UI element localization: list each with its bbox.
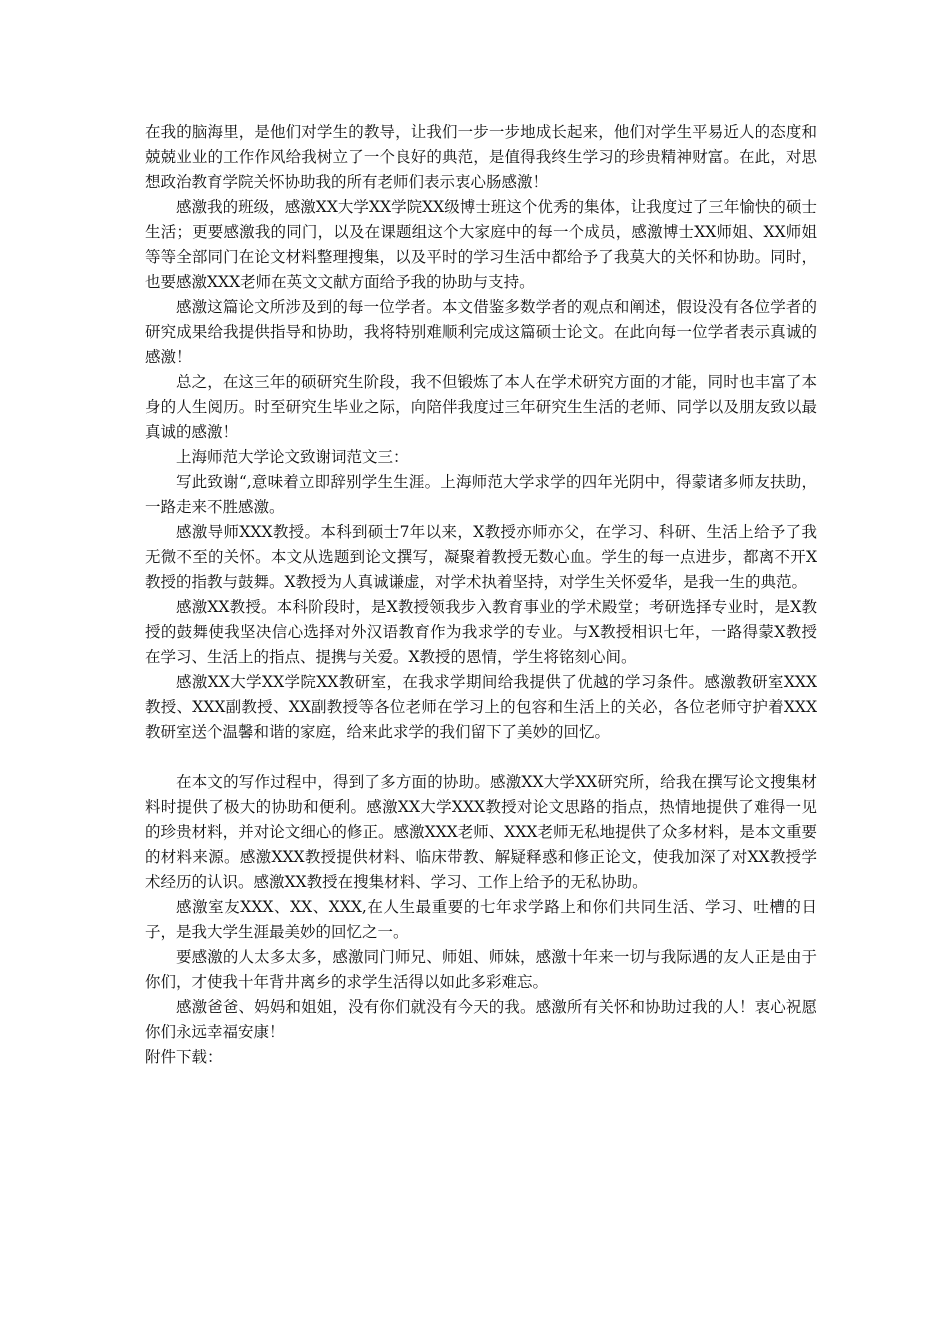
paragraph-intro: 写此致谢“,意味着立即辞别学生生涯。上海师范大学求学的四年光阴中，得蒙诸多师友扶助，一路走来不胜感激。 [145, 473, 817, 516]
paragraph-thanks-research-help: 在本文的写作过程中，得到了多方面的协助。感激XX大学XX研究所，给我在撰写论文搜集材料时提供了极大的协助和便利。感激XX大学XXX教授对论文思路的指点，热情地提供了难得一见的珍贵材料，并对论文细心的修正。感激XXX老师、XXX老师无私地提供了众多材料，是本文重要的材料来源。感激XXX教授提供材料、临床带教、解疑释惑和修正论文，使我加深了对XX教授学术经历的认识。感激XX教授在搜集材料、学习、工作上给予的无私协助。 [145, 773, 817, 891]
paragraph-thanks-family: 感激爸爸、妈妈和姐姐，没有你们就没有今天的我。感激所有关怀和协助过我的人！衷心祝愿你们永远幸福安康！ [145, 998, 817, 1041]
paragraph-thanks-classmates: 感激我的班级，感激XX大学XX学院XX级博士班这个优秀的集体，让我度过了三年愉快的硕士生活；更要感激我的同门，以及在课题组这个大家庭中的每一个成员，感激博士XX师姐、XX师姐等等全部同门在论文材料整理搜集，以及平时的学习生活中都给予了我莫大的关怀和协助。同时，也要感激XXX老师在英文文献方面给予我的协助与支持。 [145, 198, 817, 291]
paragraph-thanks-roommates: 感激室友XXX、XX、XXX,在人生最重要的七年求学路上和你们共同生活、学习、吐槽的日子，是我大学生涯最美妙的回忆之一。 [145, 898, 817, 941]
document-body [145, 120, 817, 1070]
paragraph-mentors-continued: 在我的脑海里，是他们对学生的教导，让我们一步一步地成长起来，他们对学生平易近人的态度和兢兢业业的工作作风给我树立了一个良好的典范，是值得我终生学习的珍贵精神财富。在此，对思想政治教育学院关怀协助我的所有老师们表示衷心肠感激！ [145, 123, 817, 191]
paragraph-thanks-professor: 感激XX教授。本科阶段时，是X教授领我步入教育事业的学术殿堂；考研选择专业时，是X教授的鼓舞使我坚决信心选择对外汉语教育作为我求学的专业。与X教授相识七年，一路得蒙X教授在学习、生活上的指点、提携与关爱。X教授的恩情，学生将铭刻心间。 [145, 598, 817, 666]
paragraph-thanks-department: 感激XX大学XX学院XX教研室，在我求学期间给我提供了优越的学习条件。感激教研室XXX教授、XXX副教授、XX副教授等各位老师在学习上的包容和生活上的关必，各位老师守护着XXX教研室送个温馨和谐的家庭，给来此求学的我们留下了美妙的回忆。 [145, 673, 817, 741]
paragraph-thanks-friends: 要感激的人太多太多，感激同门师兄、师姐、师妹，感激十年来一切与我际遇的友人正是由于你们，才使我十年背井离乡的求学生活得以如此多彩难忘。 [145, 948, 817, 991]
section-heading-example-three: 上海师范大学论文致谢词范文三： [176, 448, 409, 466]
paragraph-conclusion: 总之，在这三年的硕研究生阶段，我不但锻炼了本人在学术研究方面的才能，同时也丰富了本身的人生阅历。时至研究生毕业之际，向陪伴我度过三年研究生生活的老师、同学以及朋友致以最真诚的感激！ [145, 373, 817, 441]
attachment-download-label: 附件下载： [145, 1048, 223, 1066]
paragraph-thanks-advisor: 感激导师XXX教授。本科到硕士7年以来，X教授亦师亦父，在学习、科研、生活上给予了我无微不至的关怀。本文从选题到论文撰写，凝聚着教授无数心血。学生的每一点进步，都离不开X教授的指教与鼓舞。X教授为人真诚谦虚，对学术执着坚持，对学生关怀爱华，是我一生的典范。 [145, 523, 817, 591]
paragraph-thanks-scholars: 感激这篇论文所涉及到的每一位学者。本文借鉴多数学者的观点和阐述，假设没有各位学者的研究成果给我提供指导和协助，我将特别难顺利完成这篇硕士论文。在此向每一位学者表示真诚的感激！ [145, 298, 817, 366]
paragraph-spacer [145, 745, 817, 770]
